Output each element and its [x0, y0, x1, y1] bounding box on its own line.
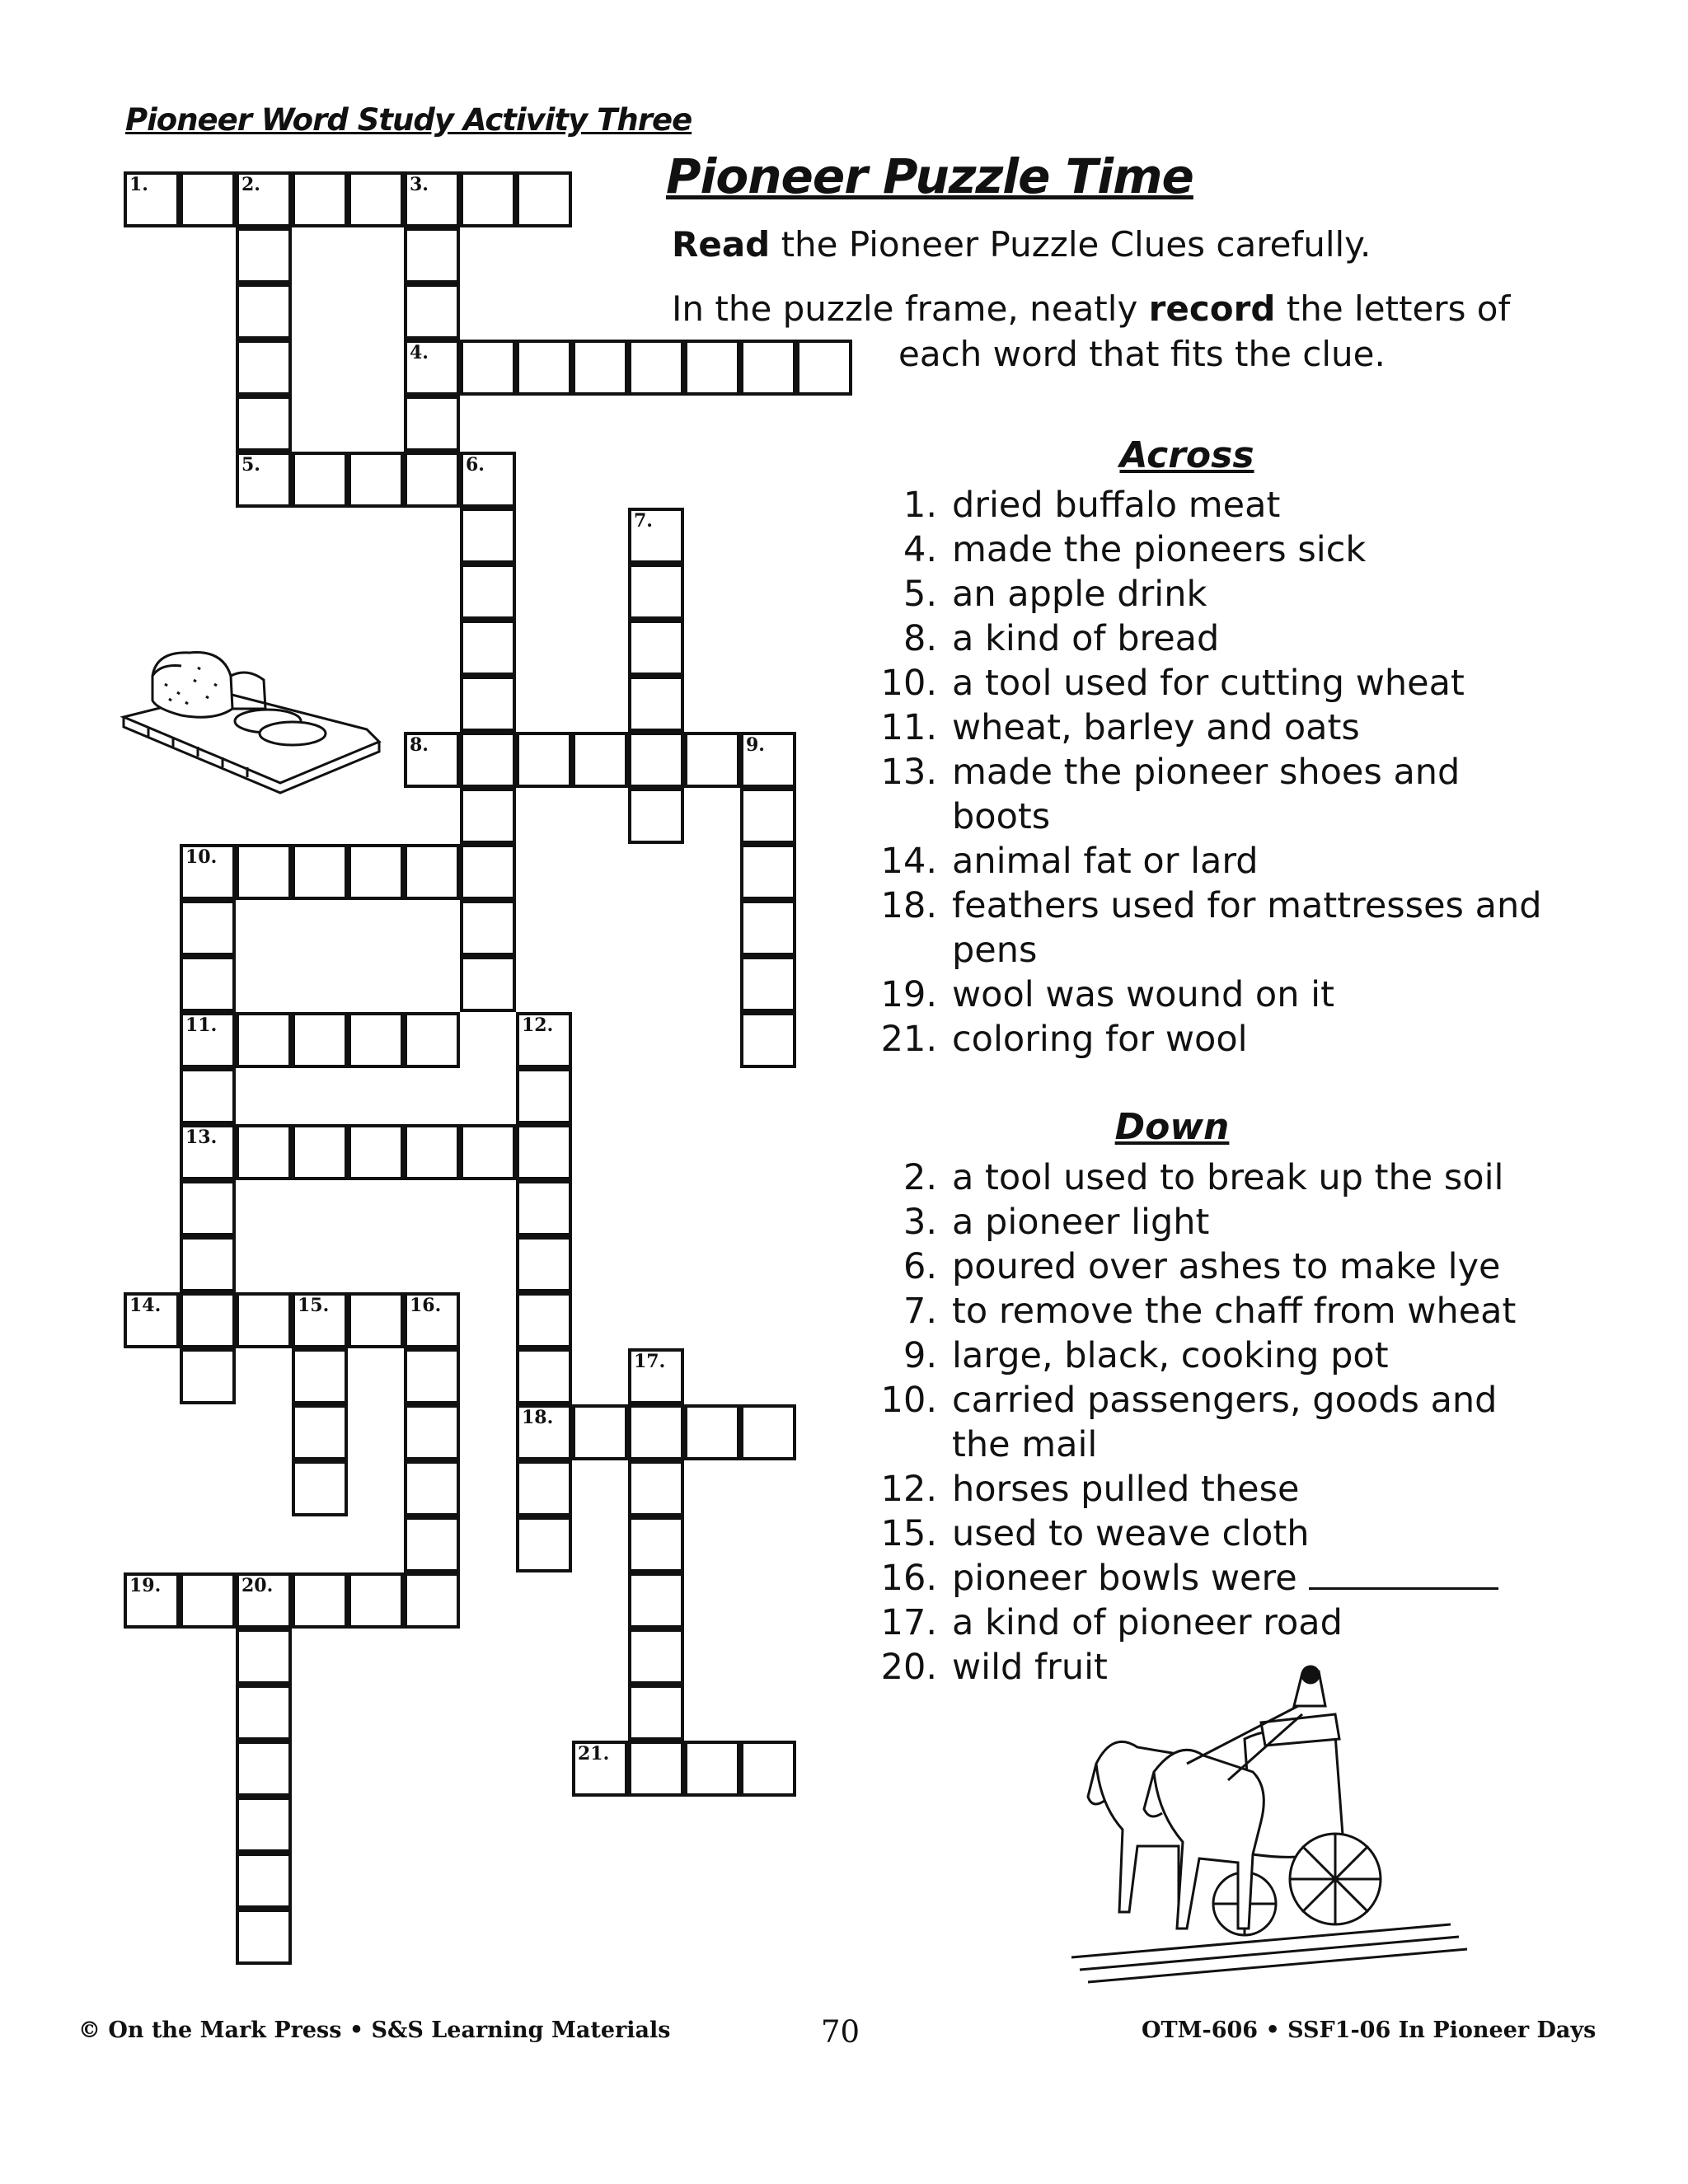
- crossword-cell[interactable]: [236, 1629, 292, 1685]
- crossword-cell[interactable]: [740, 340, 796, 396]
- across-clue-text: a tool used for cutting wheat: [952, 663, 1465, 704]
- crossword-cell[interactable]: [404, 844, 460, 900]
- across-clue: [880, 972, 1334, 1017]
- crossword-cell[interactable]: [236, 171, 292, 227]
- crossword-cell[interactable]: [180, 1068, 236, 1124]
- down-clue-number: 17.: [880, 1602, 937, 1643]
- crossword-cell[interactable]: [740, 844, 796, 900]
- crossword-cell[interactable]: [180, 844, 236, 900]
- down-clue-text: poured over ashes to make lye: [952, 1246, 1501, 1287]
- crossword-cell[interactable]: [292, 1292, 348, 1348]
- crossword-cell[interactable]: [236, 1853, 292, 1909]
- crossword-cell[interactable]: [292, 844, 348, 900]
- across-clue-text: an apple drink: [952, 574, 1207, 615]
- crossword-cell[interactable]: [460, 564, 516, 620]
- crossword-cell[interactable]: [180, 1012, 236, 1068]
- crossword-cell[interactable]: [180, 1236, 236, 1292]
- crossword-cell[interactable]: [516, 1236, 572, 1292]
- crossword-cell[interactable]: [516, 1068, 572, 1124]
- clue-number-label: 21.: [578, 1743, 610, 1765]
- across-clue: [880, 705, 1360, 750]
- clue-number-label: 1.: [129, 174, 148, 195]
- crossword-cell[interactable]: [460, 732, 516, 788]
- across-clue-text: made the pioneer shoes and: [952, 752, 1461, 793]
- footer-publisher: © On the Mark Press • S&S Learning Materials: [78, 2018, 671, 2043]
- crossword-cell[interactable]: [404, 1516, 460, 1572]
- crossword-cell[interactable]: [180, 1124, 236, 1180]
- crossword-cell[interactable]: [236, 452, 292, 508]
- crossword-cell[interactable]: [516, 1348, 572, 1404]
- down-clue-number: 12.: [880, 1469, 937, 1510]
- crossword-cell[interactable]: [740, 732, 796, 788]
- page-number: 70: [821, 2014, 860, 2050]
- across-clue: [952, 928, 1037, 972]
- clue-number-label: 8.: [410, 734, 429, 756]
- across-clue-number: 8.: [903, 618, 937, 659]
- crossword-cell[interactable]: [460, 508, 516, 564]
- down-clue: [880, 1511, 1310, 1556]
- across-clue-number: 14.: [880, 841, 937, 882]
- across-clue-text: pens: [952, 930, 1038, 971]
- across-clue-text: feathers used for mattresses and: [952, 885, 1542, 926]
- crossword-cell[interactable]: [404, 1124, 460, 1180]
- crossword-cell[interactable]: [460, 620, 516, 676]
- crossword-cell[interactable]: [348, 1012, 404, 1068]
- down-clue: [903, 1333, 1389, 1378]
- down-clue-text: used to weave cloth: [952, 1513, 1310, 1554]
- answer-blank-line: [1309, 1559, 1498, 1590]
- instruction-record-bold: record: [1148, 288, 1276, 329]
- down-clue-text: wild fruit: [952, 1647, 1108, 1688]
- stagecoach-illustration: [1063, 1665, 1475, 1994]
- crossword-cell[interactable]: [180, 1348, 236, 1404]
- instruction-line-2-pre: In the puzzle frame, neatly: [672, 288, 1149, 329]
- clue-number-label: 12.: [522, 1015, 554, 1036]
- across-clue-text: boots: [952, 796, 1051, 837]
- across-clue: [880, 661, 1465, 705]
- across-clue-number: 5.: [903, 574, 937, 615]
- puzzle-title: Pioneer Puzzle Time: [666, 148, 1193, 204]
- clue-number-label: 6.: [466, 454, 485, 476]
- crossword-cell[interactable]: [684, 1404, 740, 1460]
- crossword-cell[interactable]: [740, 956, 796, 1012]
- crossword-cell[interactable]: [516, 732, 572, 788]
- crossword-cell[interactable]: [740, 788, 796, 844]
- down-clue: [903, 1155, 1504, 1200]
- crossword-cell[interactable]: [572, 732, 628, 788]
- crossword-cell[interactable]: [180, 1180, 236, 1236]
- down-clue-number: 9.: [903, 1335, 937, 1376]
- crossword-cell[interactable]: [516, 1516, 572, 1572]
- crossword-cell[interactable]: [628, 676, 684, 732]
- crossword-cell[interactable]: [236, 340, 292, 396]
- crossword-cell[interactable]: [684, 1741, 740, 1797]
- across-clue: [903, 616, 1220, 661]
- crossword-cell[interactable]: [292, 1348, 348, 1404]
- crossword-cell[interactable]: [236, 284, 292, 340]
- across-clue-text: dried buffalo meat: [952, 485, 1281, 526]
- crossword-cell[interactable]: [516, 1404, 572, 1460]
- clue-number-label: 17.: [634, 1351, 666, 1372]
- crossword-cell[interactable]: [404, 340, 460, 396]
- across-clue: [903, 483, 1281, 527]
- across-heading: Across: [1119, 434, 1254, 476]
- crossword-cell[interactable]: [180, 171, 236, 227]
- crossword-cell[interactable]: [180, 1292, 236, 1348]
- down-clue: [880, 1601, 1343, 1645]
- across-clue-number: 1.: [903, 485, 937, 526]
- crossword-cell[interactable]: [628, 340, 684, 396]
- crossword-cell[interactable]: [740, 900, 796, 956]
- across-clue: [880, 750, 1461, 794]
- down-clue-number: 2.: [903, 1157, 937, 1198]
- crossword-cell[interactable]: [796, 340, 852, 396]
- across-clue-number: 13.: [880, 752, 937, 793]
- crossword-cell[interactable]: [236, 396, 292, 452]
- crossword-cell[interactable]: [516, 1012, 572, 1068]
- across-clue-number: 4.: [903, 529, 937, 570]
- down-clue-number: 10.: [880, 1380, 937, 1421]
- down-clue-text: horses pulled these: [952, 1469, 1300, 1510]
- crossword-cell[interactable]: [460, 788, 516, 844]
- crossword-cell[interactable]: [460, 844, 516, 900]
- crossword-cell[interactable]: [740, 1012, 796, 1068]
- instruction-line-2: [672, 288, 1510, 329]
- crossword-cell[interactable]: [404, 1348, 460, 1404]
- crossword-cell[interactable]: [460, 171, 516, 227]
- down-clue-text: to remove the chaff from wheat: [952, 1291, 1517, 1332]
- down-clue-text: a kind of pioneer road: [952, 1602, 1343, 1643]
- down-clue: [880, 1467, 1300, 1511]
- crossword-cell[interactable]: [460, 900, 516, 956]
- across-clue-number: 10.: [880, 663, 937, 704]
- instruction-line-2-post: the letters of: [1275, 288, 1511, 329]
- down-clue-number: 6.: [903, 1246, 937, 1287]
- crossword-cell[interactable]: [628, 1460, 684, 1516]
- down-clue: [952, 1422, 1097, 1467]
- clue-number-label: 5.: [241, 454, 260, 476]
- crossword-cell[interactable]: [404, 732, 460, 788]
- crossword-cell[interactable]: [292, 1124, 348, 1180]
- down-clue: [880, 1645, 1108, 1690]
- crossword-cell[interactable]: [236, 1909, 292, 1965]
- crossword-cell[interactable]: [236, 1797, 292, 1853]
- crossword-cell[interactable]: [292, 1404, 348, 1460]
- crossword-cell[interactable]: [740, 1404, 796, 1460]
- crossword-cell[interactable]: [628, 508, 684, 564]
- clue-number-label: 7.: [634, 510, 653, 532]
- crossword-cell[interactable]: [124, 1292, 180, 1348]
- crossword-cell[interactable]: [292, 171, 348, 227]
- crossword-cell[interactable]: [180, 1572, 236, 1629]
- crossword-cell[interactable]: [516, 1292, 572, 1348]
- crossword-cell[interactable]: [460, 452, 516, 508]
- crossword-cell[interactable]: [236, 1124, 292, 1180]
- crossword-cell[interactable]: [628, 620, 684, 676]
- crossword-cell[interactable]: [236, 227, 292, 284]
- crossword-cell[interactable]: [628, 788, 684, 844]
- crossword-cell[interactable]: [516, 1180, 572, 1236]
- clue-number-label: 14.: [129, 1295, 162, 1316]
- clue-number-label: 3.: [410, 174, 429, 195]
- across-clue: [903, 572, 1207, 616]
- clue-number-label: 18.: [522, 1407, 554, 1428]
- crossword-cell[interactable]: [404, 284, 460, 340]
- crossword-cell[interactable]: [516, 340, 572, 396]
- instruction-line-3: each word that fits the clue.: [898, 334, 1386, 374]
- instruction-line-1-text: the Pioneer Puzzle Clues carefully.: [770, 224, 1372, 265]
- crossword-cell[interactable]: [404, 1292, 460, 1348]
- down-clue-text: pioneer bowls were: [952, 1558, 1297, 1599]
- crossword-cell[interactable]: [348, 1572, 404, 1629]
- crossword-cell[interactable]: [404, 1572, 460, 1629]
- down-clue-number: 16.: [880, 1558, 937, 1599]
- down-clue: [903, 1200, 1210, 1244]
- down-clue-text: the mail: [952, 1424, 1098, 1465]
- crossword-cell[interactable]: [572, 340, 628, 396]
- crossword-cell[interactable]: [404, 227, 460, 284]
- crossword-cell[interactable]: [628, 1516, 684, 1572]
- across-clue: [903, 527, 1367, 572]
- crossword-cell[interactable]: [628, 1572, 684, 1629]
- across-clue-number: 21.: [880, 1019, 937, 1060]
- crossword-cell[interactable]: [404, 452, 460, 508]
- crossword-cell[interactable]: [236, 1292, 292, 1348]
- instruction-read-bold: Read: [672, 224, 771, 265]
- clue-number-label: 9.: [746, 734, 765, 756]
- footer-product-code: OTM-606 • SSF1-06 In Pioneer Days: [1142, 2018, 1597, 2043]
- down-clue-text: a pioneer light: [952, 1202, 1210, 1243]
- across-clue-text: made the pioneers sick: [952, 529, 1367, 570]
- crossword-cell[interactable]: [460, 676, 516, 732]
- clue-number-label: 4.: [410, 342, 429, 363]
- across-clue-text: coloring for wool: [952, 1019, 1248, 1060]
- crossword-cell[interactable]: [124, 1572, 180, 1629]
- crossword-cell[interactable]: [628, 564, 684, 620]
- crossword-cell[interactable]: [460, 956, 516, 1012]
- across-clue-number: 18.: [880, 885, 937, 926]
- crossword-cell[interactable]: [292, 1460, 348, 1516]
- crossword-cell[interactable]: [292, 452, 348, 508]
- bread-loaf-illustration: [115, 643, 387, 808]
- crossword-cell[interactable]: [572, 1404, 628, 1460]
- across-clue-text: a kind of bread: [952, 618, 1220, 659]
- down-clue-number: 7.: [903, 1291, 937, 1332]
- crossword-cell[interactable]: [236, 1572, 292, 1629]
- across-clue: [880, 1017, 1248, 1062]
- down-clue-number: 20.: [880, 1647, 937, 1688]
- clue-number-label: 15.: [298, 1295, 330, 1316]
- crossword-cell[interactable]: [404, 171, 460, 227]
- crossword-cell[interactable]: [348, 1124, 404, 1180]
- down-clue-text: carried passengers, goods and: [952, 1380, 1498, 1421]
- down-clue: [903, 1244, 1501, 1289]
- across-clue: [952, 794, 1050, 839]
- clue-number-label: 16.: [410, 1295, 442, 1316]
- down-clue-text: large, black, cooking pot: [952, 1335, 1389, 1376]
- crossword-cell[interactable]: [628, 732, 684, 788]
- across-clue-number: 11.: [880, 707, 937, 748]
- crossword-cell[interactable]: [236, 1012, 292, 1068]
- across-clue: [880, 883, 1542, 928]
- across-clue-number: 19.: [880, 974, 937, 1015]
- activity-title: Pioneer Word Study Activity Three: [125, 102, 692, 138]
- crossword-cell[interactable]: [516, 1460, 572, 1516]
- crossword-cell[interactable]: [628, 1348, 684, 1404]
- crossword-cell[interactable]: [292, 1012, 348, 1068]
- crossword-cell[interactable]: [292, 1572, 348, 1629]
- crossword-cell[interactable]: [404, 1404, 460, 1460]
- crossword-cell[interactable]: [404, 1460, 460, 1516]
- crossword-cell[interactable]: [348, 171, 404, 227]
- clue-number-label: 20.: [241, 1575, 274, 1596]
- clue-number-label: 10.: [185, 846, 218, 868]
- down-clue-text: a tool used to break up the soil: [952, 1157, 1504, 1198]
- crossword-cell[interactable]: [236, 1741, 292, 1797]
- crossword-cell[interactable]: [124, 171, 180, 227]
- crossword-cell[interactable]: [628, 1629, 684, 1685]
- clue-number-label: 11.: [185, 1015, 218, 1036]
- across-clue-text: wheat, barley and oats: [952, 707, 1360, 748]
- crossword-cell[interactable]: [404, 1012, 460, 1068]
- clue-number-label: 13.: [185, 1127, 218, 1148]
- down-clue: [880, 1556, 1498, 1601]
- crossword-cell[interactable]: [572, 1741, 628, 1797]
- across-clue-text: animal fat or lard: [952, 841, 1259, 882]
- crossword-cell[interactable]: [516, 171, 572, 227]
- down-clue-number: 15.: [880, 1513, 937, 1554]
- crossword-cell[interactable]: [740, 1741, 796, 1797]
- crossword-cell[interactable]: [348, 452, 404, 508]
- across-clue-text: wool was wound on it: [952, 974, 1334, 1015]
- clue-number-label: 2.: [241, 174, 260, 195]
- crossword-cell[interactable]: [348, 1292, 404, 1348]
- crossword-cell[interactable]: [516, 1124, 572, 1180]
- crossword-cell[interactable]: [460, 1124, 516, 1180]
- crossword-cell[interactable]: [236, 1685, 292, 1741]
- crossword-cell[interactable]: [180, 956, 236, 1012]
- crossword-cell[interactable]: [404, 396, 460, 452]
- down-clue: [880, 1378, 1498, 1422]
- crossword-cell[interactable]: [628, 1685, 684, 1741]
- across-clue: [880, 839, 1259, 883]
- crossword-cell[interactable]: [180, 900, 236, 956]
- instruction-line-1: [672, 224, 1371, 265]
- crossword-cell[interactable]: [684, 732, 740, 788]
- crossword-cell[interactable]: [236, 844, 292, 900]
- crossword-cell[interactable]: [460, 340, 516, 396]
- down-clue-number: 3.: [903, 1202, 937, 1243]
- crossword-cell[interactable]: [628, 1404, 684, 1460]
- crossword-cell[interactable]: [348, 844, 404, 900]
- clue-number-label: 19.: [129, 1575, 162, 1596]
- crossword-cell[interactable]: [684, 340, 740, 396]
- crossword-cell[interactable]: [628, 1741, 684, 1797]
- down-heading: Down: [1114, 1106, 1230, 1148]
- down-clue: [903, 1289, 1517, 1333]
